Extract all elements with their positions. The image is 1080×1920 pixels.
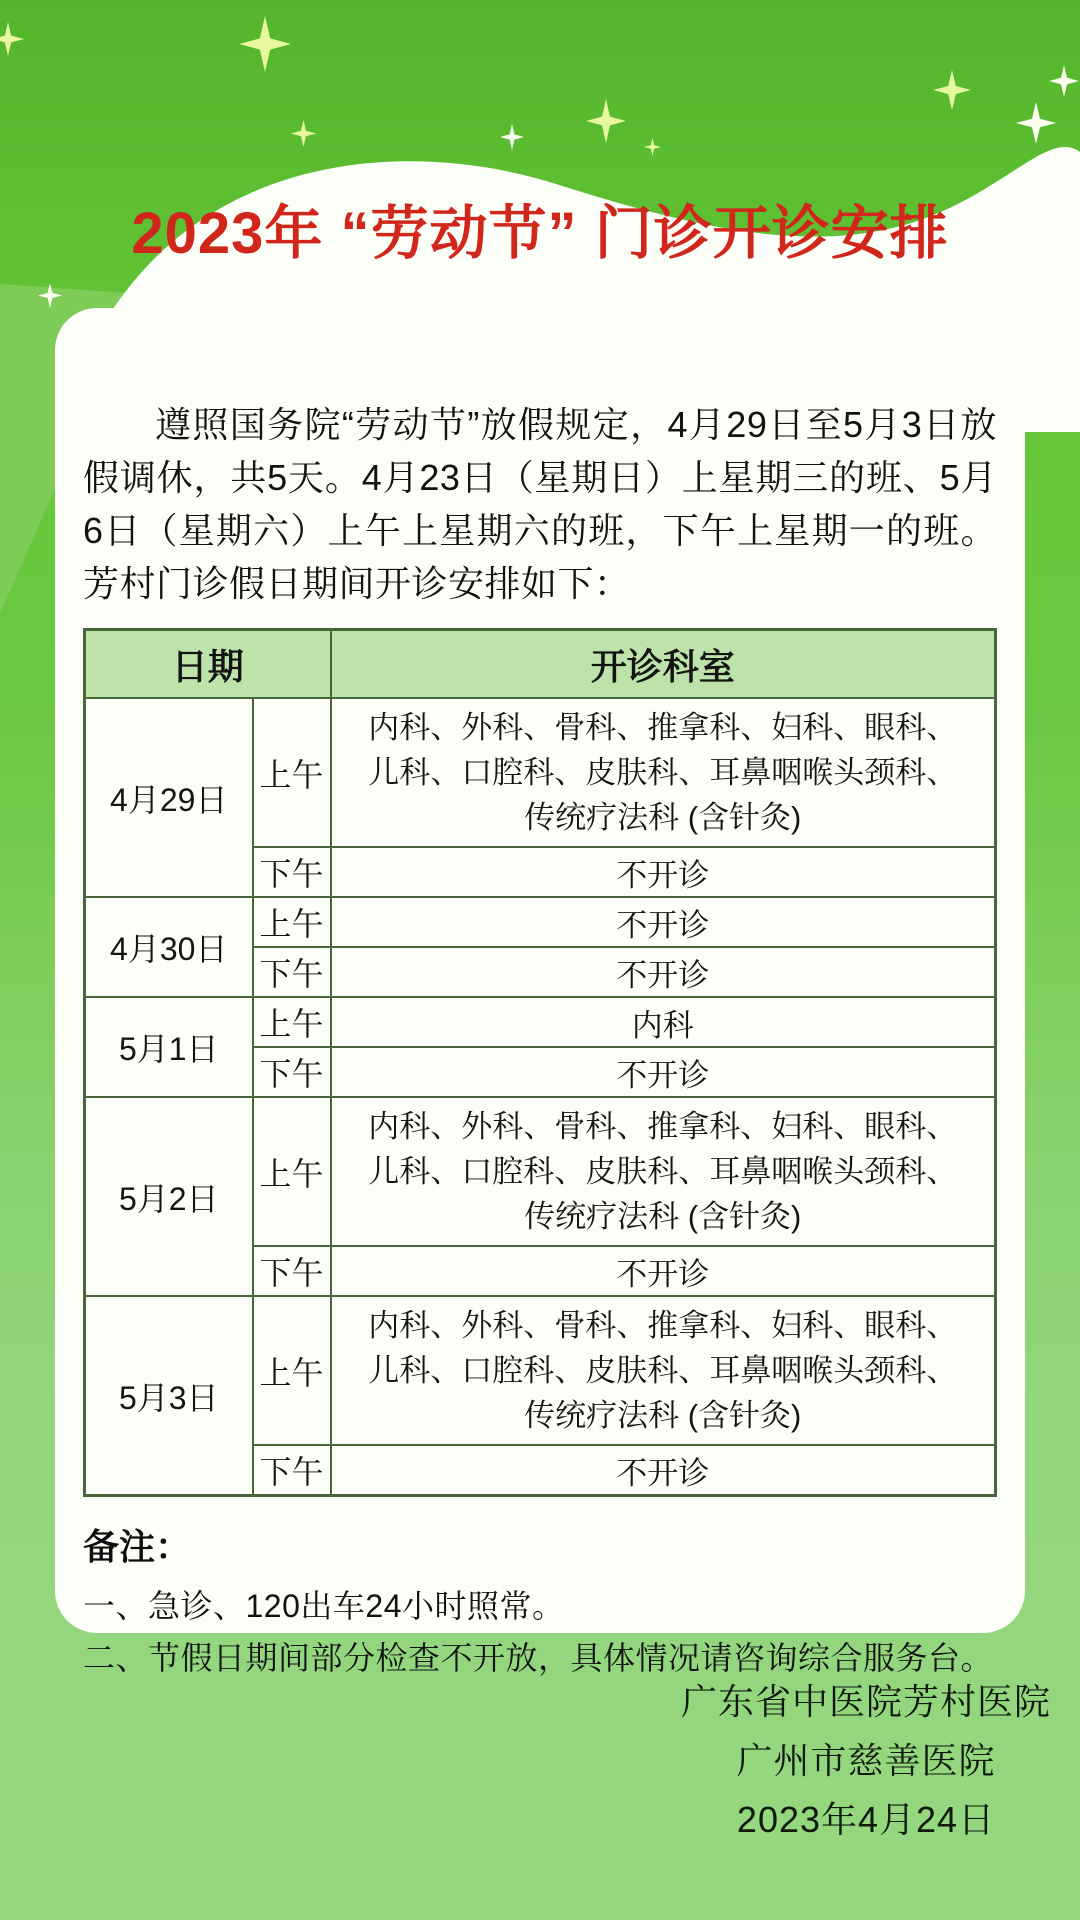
departments-cell: 不开诊	[331, 1445, 996, 1496]
signature-block	[626, 1672, 1080, 1849]
date-cell: 5月1日	[85, 997, 253, 1097]
period-cell: 下午	[253, 1445, 331, 1496]
table-row	[85, 897, 996, 947]
date-cell: 5月3日	[85, 1296, 253, 1496]
intro-paragraph: 遵照国务院“劳动节”放假规定，4月29日至5月3日放假调休，共5天。4月23日（星期日）上星期三的班、5月6日（星期六）上午上星期六的班，下午上星期一的班。芳村门诊假日期间开诊安排如下：	[83, 404, 997, 604]
issue-date-line: 2023年4月24日	[736, 1799, 996, 1840]
period-cell: 上午	[253, 1097, 331, 1246]
col-header-departments: 开诊科室	[331, 630, 996, 699]
hospital-name-line: 广东省中医院芳村医院	[680, 1681, 1051, 1722]
period-cell: 上午	[253, 897, 331, 947]
date-cell: 4月30日	[85, 897, 253, 997]
table-row	[85, 997, 996, 1047]
col-header-date: 日期	[85, 630, 331, 699]
notes-section	[83, 1519, 997, 1684]
date-cell: 4月29日	[85, 698, 253, 897]
departments-cell: 不开诊	[331, 1047, 996, 1097]
date-cell: 5月2日	[85, 1097, 253, 1296]
departments-cell: 不开诊	[331, 897, 996, 947]
departments-cell: 内科、外科、骨科、推拿科、妇科、眼科、儿科、口腔科、皮肤科、耳鼻咽喉头颈科、传统疗法科 (含针灸)	[331, 1097, 996, 1246]
note-item: 二、节假日期间部分检查不开放，具体情况请咨询综合服务台。	[83, 1640, 994, 1676]
departments-cell: 不开诊	[331, 847, 996, 897]
note-item: 一、急诊、120出车24小时照常。	[83, 1588, 565, 1624]
departments-cell: 内科	[331, 997, 996, 1047]
hospital-name-line: 广州市慈善医院	[736, 1740, 996, 1781]
departments-cell: 内科、外科、骨科、推拿科、妇科、眼科、儿科、口腔科、皮肤科、耳鼻咽喉头颈科、传统疗法科 (含针灸)	[331, 698, 996, 847]
notice-card	[55, 308, 1025, 1676]
departments-cell: 不开诊	[331, 1246, 996, 1296]
period-cell: 上午	[253, 1296, 331, 1445]
period-cell: 下午	[253, 847, 331, 897]
notes-heading: 备注：	[83, 1526, 192, 1567]
table-header-row	[85, 630, 996, 699]
period-cell: 上午	[253, 997, 331, 1047]
period-cell: 下午	[253, 947, 331, 997]
schedule-table	[83, 628, 997, 1497]
period-cell: 上午	[253, 698, 331, 847]
departments-cell: 内科、外科、骨科、推拿科、妇科、眼科、儿科、口腔科、皮肤科、耳鼻咽喉头颈科、传统疗法科 (含针灸)	[331, 1296, 996, 1445]
period-cell: 下午	[253, 1047, 331, 1097]
table-row	[85, 1296, 996, 1445]
table-row	[85, 1097, 996, 1246]
departments-cell: 不开诊	[331, 947, 996, 997]
poster-title: 2023年 “劳动节” 门诊开诊安排	[131, 201, 949, 266]
period-cell: 下午	[253, 1246, 331, 1296]
table-row	[85, 698, 996, 847]
